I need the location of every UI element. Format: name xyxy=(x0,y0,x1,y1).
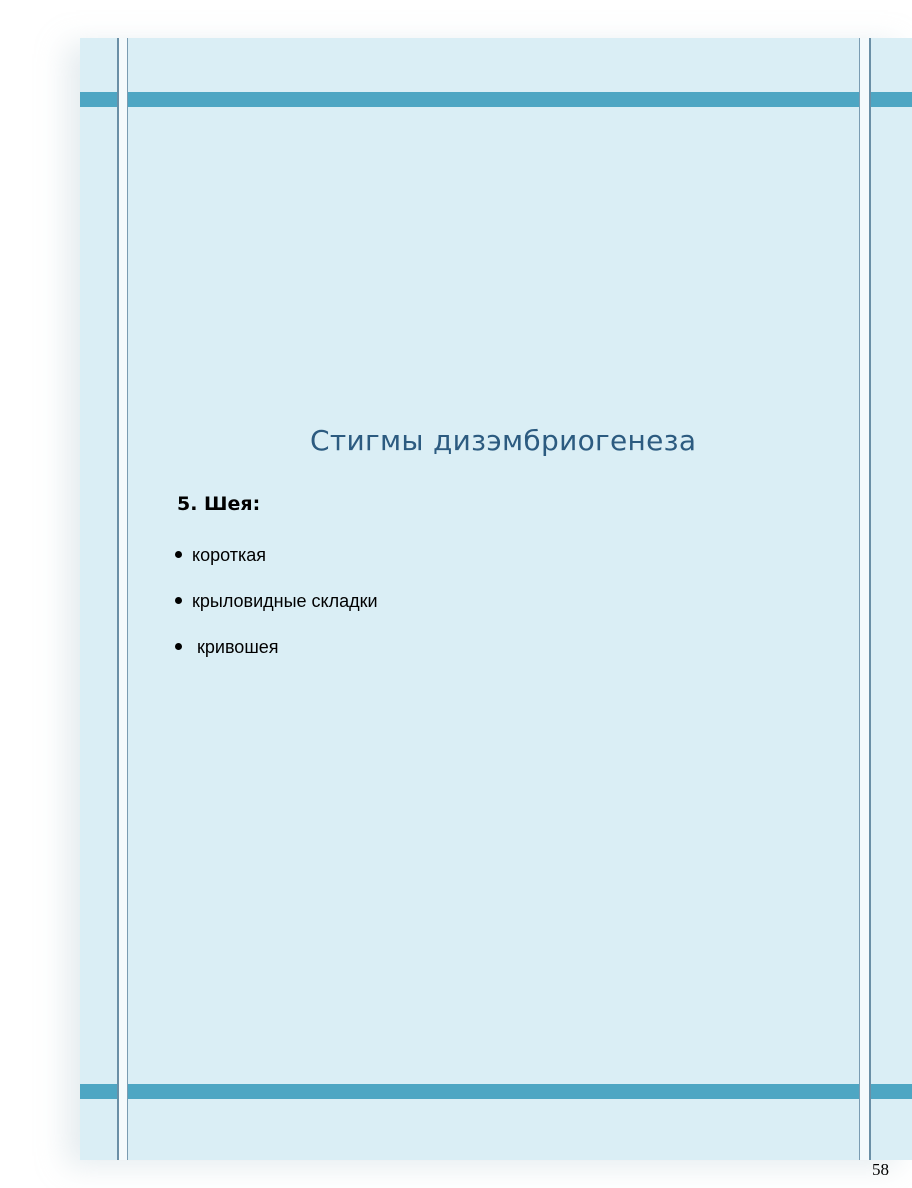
right-outer-rule xyxy=(869,38,871,1160)
section-heading: 5. Шея: xyxy=(177,493,261,515)
top-decorative-band xyxy=(80,92,912,107)
bullet-icon xyxy=(175,597,182,604)
bullet-icon xyxy=(175,551,182,558)
bottom-band-gap-right xyxy=(860,1084,869,1099)
left-inner-rule xyxy=(127,38,128,1160)
left-outer-rule xyxy=(117,38,119,1160)
list-item xyxy=(175,590,378,636)
slide-title: Стигмы дизэмбриогенеза xyxy=(310,424,697,457)
top-band-gap-left xyxy=(118,92,127,107)
right-rule-gap xyxy=(860,38,869,1160)
list-item xyxy=(175,544,378,590)
top-band-gap-right xyxy=(860,92,869,107)
bullet-icon xyxy=(175,643,182,650)
list-item-label: короткая xyxy=(192,545,266,565)
list-item-label: крыловидные складки xyxy=(192,591,378,611)
left-rule-gap xyxy=(118,38,127,1160)
bottom-band-gap-left xyxy=(118,1084,127,1099)
document-page xyxy=(80,38,912,1179)
list-item xyxy=(175,636,378,682)
list-item-label: кривошея xyxy=(192,637,279,657)
bullet-list xyxy=(175,544,378,682)
right-inner-rule xyxy=(859,38,860,1160)
page-number: 58 xyxy=(872,1160,889,1179)
bottom-decorative-band xyxy=(80,1084,912,1099)
